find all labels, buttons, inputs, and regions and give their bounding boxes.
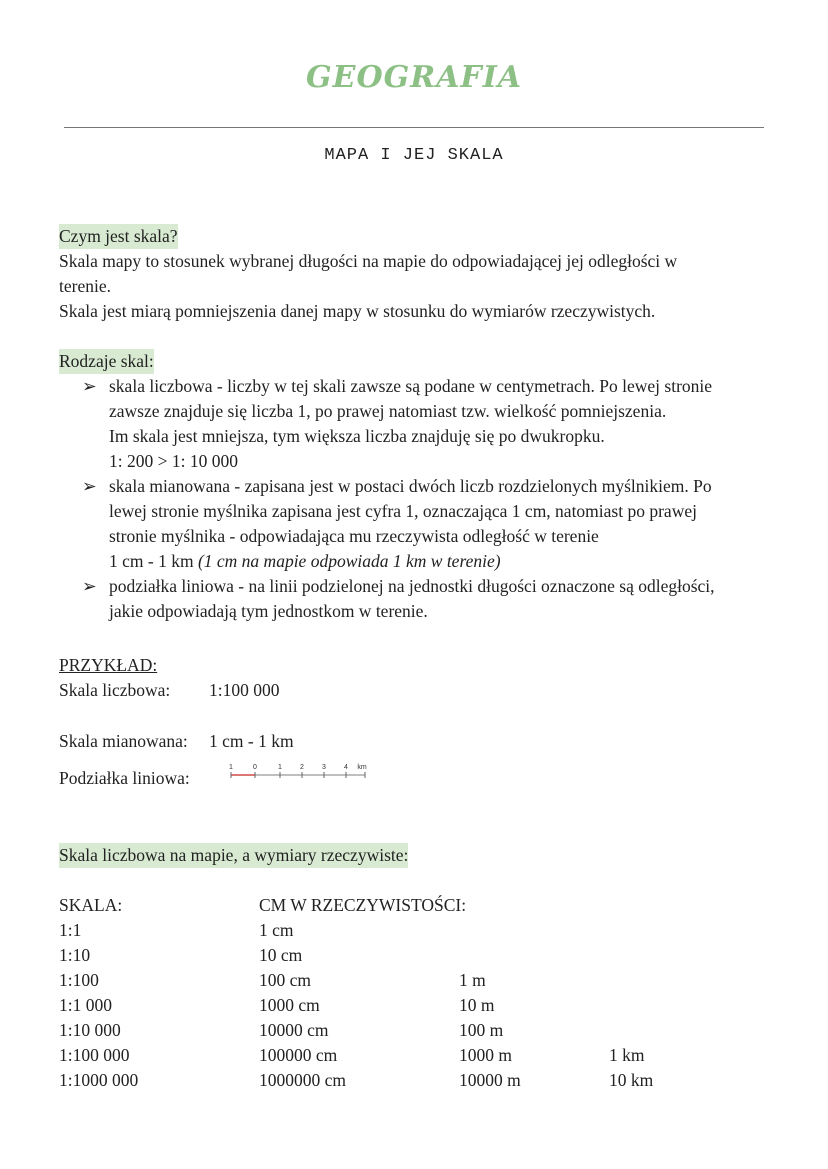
table-cell: 1:1 [59,920,82,940]
table-cell: 10 m [459,995,495,1015]
bullet-line: lewej stronie myślnika zapisana jest cyfra 1, oznaczająca 1 cm, natomiast po prawej [109,501,697,521]
arrowhead-bullet-icon: ➢ [82,376,97,396]
table-header: SKALA: [59,895,123,915]
bullet-line: podziałka liniowa - na linii podzielonej na jednostki długości oznaczone są odległości, [109,576,715,596]
table-cell: 1000 cm [259,995,320,1015]
table-header: CM W RZECZYWISTOŚCI: [259,895,467,915]
paragraph-line: terenie. [59,276,111,296]
table-cell: 10 km [609,1070,654,1090]
table-cell: 1:100 000 [59,1045,130,1065]
example-text: 1 cm - 1 km [109,551,198,571]
paragraph-line: Skala mapy to stosunek wybranej długości na mapie do odpowiadającej jej odległości w [59,251,678,271]
section-heading: Czym jest skala? [59,224,178,249]
scale-tick-label: 2 [300,764,304,771]
scale-tick-label: 1 [278,764,282,771]
table-cell: 10000 cm [259,1020,329,1040]
bullet-example [109,549,501,574]
table-cell: 1:1 000 [59,995,112,1015]
table-cell: 1:10 [59,945,91,965]
linear-scale-bar [225,760,375,782]
bullet-line: skala liczbowa - liczby w tej skali zawsze są podane w centymetrach. Po lewej stronie [109,376,713,396]
example-label: Skala mianowana: [59,731,188,751]
scale-tick-label: 4 [344,764,348,771]
example-label: Podziałka liniowa: [59,768,190,788]
bullet-line: zawsze znajduje się liczba 1, po prawej natomiast tzw. wielkość pomniejszenia. [109,401,667,421]
scale-unit-label: km [357,764,367,771]
scale-tick-label: 1 [229,764,233,771]
bullet-line: jakie odpowiadają tym jednostkom w terenie. [109,601,428,621]
table-cell: 1:1000 000 [59,1070,139,1090]
paragraph-line: Skala jest miarą pomniejszenia danej mapy w stosunku do wymiarów rzeczywistych. [59,301,656,321]
bullet-line: skala mianowana - zapisana jest w postaci dwóch liczb rozdzielonych myślnikiem. Po [109,476,712,496]
table-cell: 1:10 000 [59,1020,121,1040]
bullet-line: 1: 200 > 1: 10 000 [109,451,238,471]
table-cell: 100 cm [259,970,312,990]
table-cell: 1 km [609,1045,645,1065]
bullet-line: Im skala jest mniejsza, tym większa liczba znajduję się po dwukropku. [109,426,605,446]
page-title: GEOGRAFIA [305,60,523,95]
arrowhead-bullet-icon: ➢ [82,576,97,596]
page-subtitle: MAPA I JEJ SKALA [324,146,504,165]
table-cell: 10 cm [259,945,303,965]
table-cell: 1000000 cm [259,1070,347,1090]
table-cell: 100000 cm [259,1045,338,1065]
table-cell: 10000 m [459,1070,521,1090]
table-cell: 100 m [459,1020,504,1040]
arrowhead-bullet-icon: ➢ [82,476,97,496]
table-cell: 1 cm [259,920,294,940]
scale-tick-label: 3 [322,764,326,771]
section-heading: Skala liczbowa na mapie, a wymiary rzeczywiste: [59,843,408,868]
example-heading: PRZYKŁAD: [59,655,158,675]
example-label: Skala liczbowa: [59,680,171,700]
example-value: 1 cm - 1 km [209,731,294,751]
bullet-line: stronie myślnika - odpowiadająca mu rzeczywista odległość w terenie [109,526,599,546]
divider [64,127,764,128]
scale-tick-label: 0 [253,764,257,771]
section-heading: Rodzaje skal: [59,349,154,374]
example-note: (1 cm na mapie odpowiada 1 km w terenie) [197,551,501,571]
table-cell: 1 m [459,970,486,990]
example-value: 1:100 000 [209,680,280,700]
table-cell: 1:100 [59,970,99,990]
table-cell: 1000 m [459,1045,512,1065]
